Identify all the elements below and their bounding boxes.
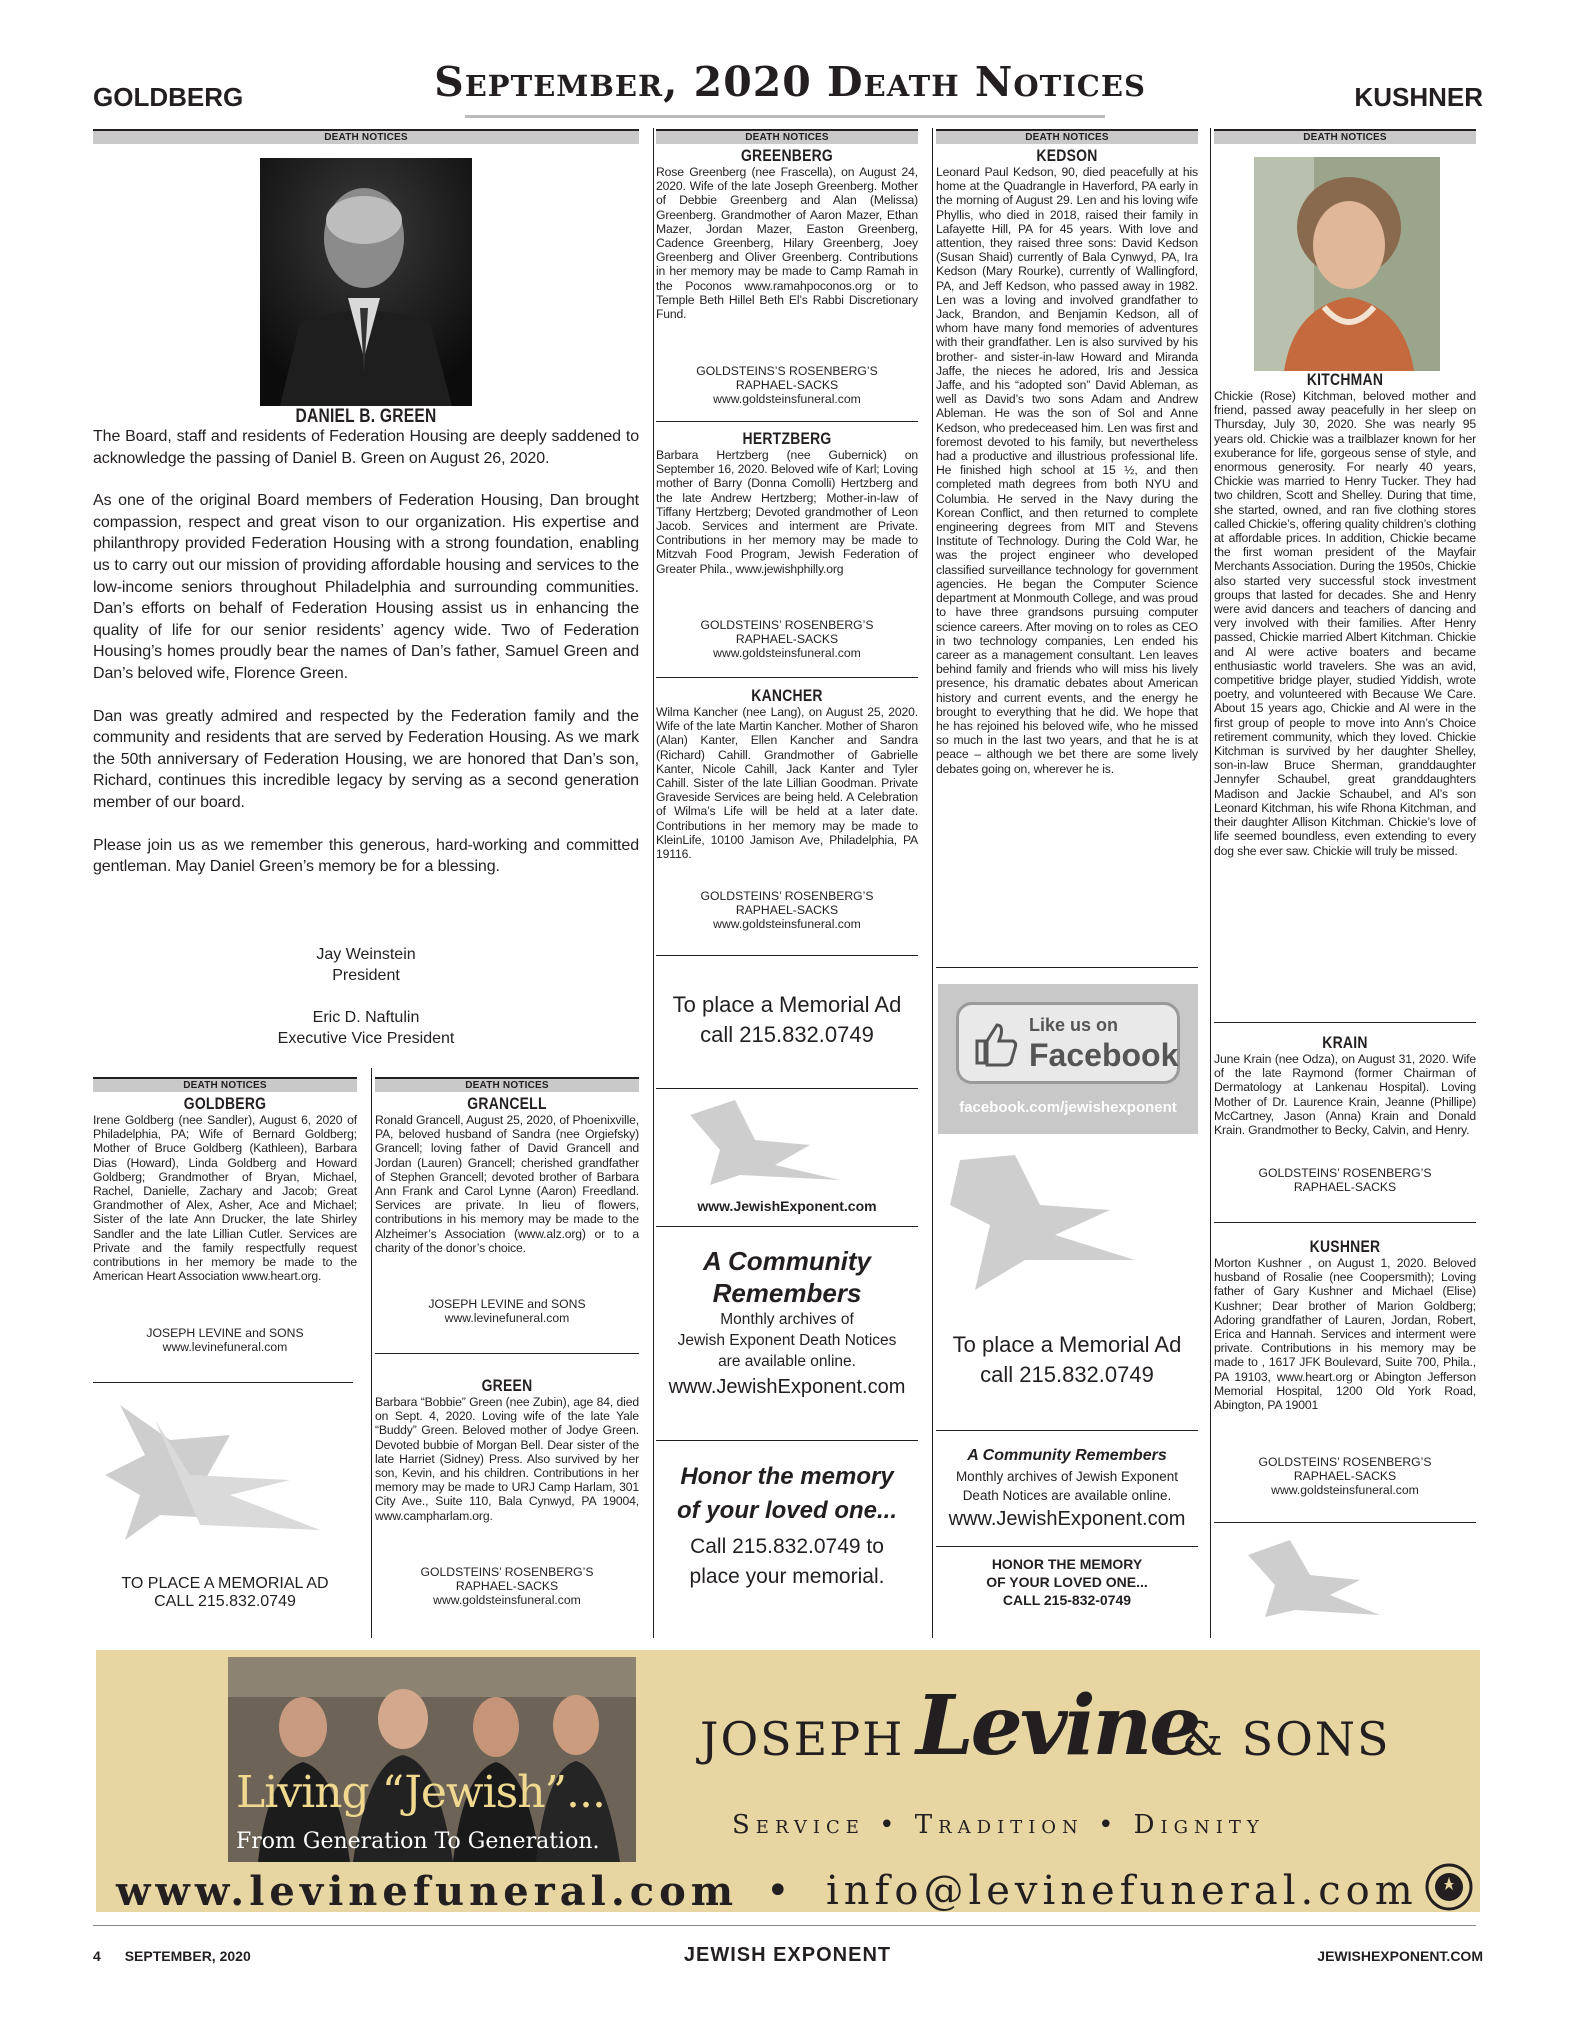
funeral-home xyxy=(1214,1166,1476,1194)
funeral-home xyxy=(656,618,918,661)
levine-slogan: Living “Jewish”... xyxy=(236,1767,605,1818)
page-number: 4 xyxy=(93,1948,101,1964)
funeral-directors-seal-icon xyxy=(1424,1862,1474,1912)
levine-brand-pre: JOSEPH xyxy=(700,1712,905,1766)
ad-body: Jewish Exponent Death Notices xyxy=(677,1332,897,1349)
daniel-green-body xyxy=(93,426,639,899)
facebook-ad-brand: Facebook xyxy=(1029,1037,1179,1073)
funeral-home-line: RAPHAEL-SACKS xyxy=(1293,1469,1397,1484)
memorial-ad-phone: call 215.832.0749 xyxy=(980,1362,1154,1387)
section-label: DEATH NOTICES xyxy=(936,129,1198,144)
funeral-home xyxy=(375,1565,639,1608)
notice-name: GRANCELL xyxy=(467,1094,547,1113)
section-label: DEATH NOTICES xyxy=(93,129,639,144)
funeral-home-line: GOLDSTEINS’S ROSENBERG’S xyxy=(696,364,878,378)
thumbs-up-icon xyxy=(973,1021,1019,1067)
hertzberg-text: Barbara Hertzberg (nee Gubernick) on September 16, 2020. Beloved wife of Karl; Loving mother of Barry (Donna Comolli) Hertzberg and the late Andrew Hertzberg; Mother-in-law of Tiffany Hertzberg; Devoted grandmother of Leon Jacob. Services and interment are Private. Contributions in her memory may be made to Mitzvah Food Program, Jewish Federation of Greater Phila., www.jewishphilly.org xyxy=(656,448,918,576)
title-rule xyxy=(465,115,1105,118)
notice-name: GREEN xyxy=(481,1376,533,1395)
paragraph: As one of the original Board members of Federation Housing, Dan brought compassion, respect and great vison to our organization. His expertise and philanthropy provided Federation Housing with a strong foundation, enabling us to carry out our mission of providing affordable housing and services to the low-income seniors throughout Philadelphia and surrounding communities. Dan’s efforts on behalf of Federation Housing assist us in enhancing the quality of life for our senior residents’ agency wide. Two of Federation Housing’s homes proudly bear the names of Dan’s father, Samuel Green and Dan’s beloved wife, Florence Green. xyxy=(93,492,639,682)
notice-name: HERTZBERG xyxy=(742,429,832,448)
notice-name: GOLDBERG xyxy=(183,1094,267,1113)
community-remembers-ad[interactable] xyxy=(936,1445,1198,1533)
memorial-ad-line: To place a Memorial Ad xyxy=(672,992,902,1017)
footer-publication: JEWISH EXPONENT xyxy=(683,1944,892,1966)
levine-brand-post: & SONS xyxy=(1182,1712,1391,1766)
funeral-home-line: GOLDSTEINS’ ROSENBERG’S xyxy=(700,889,874,903)
divider xyxy=(936,1430,1198,1431)
honor-memory-caps-ad[interactable] xyxy=(936,1555,1198,1609)
memorial-ad-caps[interactable] xyxy=(93,1575,357,1611)
funeral-home-line: GOLDSTEINS’ ROSENBERG’S xyxy=(1258,1166,1432,1180)
daniel-green-photo xyxy=(260,158,472,406)
notice-name: DANIEL B. GREEN xyxy=(295,406,437,427)
jewishexponent-link[interactable]: www.JewishExponent.com xyxy=(697,1198,877,1214)
grancell-text: Ronald Grancell, August 25, 2020, of Phoenixville, PA, beloved husband of Sandra (nee Orgiefsky) Grancell; loving father of David Grancell and Jordan (Lauren) Grancell; cherished grandfather of Stephen Grancell; devoted brother of Barbara Ann Frank and Carol Lynne (Aaron) Freedland. Services are private. In lieu of flowers, contributions in his memory may be made to the Alzheimer’s Association (www.alz.org) or to a charity of the donor’s choice. xyxy=(375,1113,639,1255)
divider xyxy=(93,1382,353,1383)
funeral-home xyxy=(656,364,918,407)
ad-body: Monthly archives of Jewish Exponent xyxy=(955,1469,1179,1484)
section-label: DEATH NOTICES xyxy=(375,1077,639,1092)
memorial-ad-line: To place a Memorial Ad xyxy=(952,1332,1182,1357)
signatory-name: Eric D. Naftulin xyxy=(312,1009,420,1026)
paragraph: The Board, staff and residents of Federation Housing are deeply saddened to acknowledge the passing of Daniel B. Green on August 26, 2020. xyxy=(93,428,639,467)
column-rule xyxy=(653,128,654,1638)
divider xyxy=(656,677,918,678)
community-remembers-ad[interactable] xyxy=(656,1245,918,1402)
signatory-title: Executive Vice President xyxy=(277,1030,455,1047)
funeral-home-url: www.levinefuneral.com xyxy=(162,1340,288,1355)
kancher-text: Wilma Kancher (nee Lang), on August 25, 2020. Wife of the late Martin Kancher. Mother of Sharon (Alan) Kanter, Ellen Kancher and Sandra (Richard) Cahill. Grandmother of Gabrielle Kanter, Nicole Cahill, Jack Kanter and Tyler Cahill. Sister of the late Lillian Goodman. Private Graveside Services are being held. A Celebration of Wilma’s Life will be held at a later date. Contributions in her memory may be made to KleinLife, 10100 Jamison Ave, Philadelphia, PA 19116. xyxy=(656,705,918,862)
ad-title: Honor the memory xyxy=(680,1463,894,1490)
greenberg-text: Rose Greenberg (nee Frascella), on August 24, 2020. Wife of the late Joseph Greenberg. Mother of Debbie Greenberg and Alan (Melissa) Greenberg. Grandmother of Aaron Mazer, Ethan Mazer, Jordan Mazer, Easton Greenberg, Cadence Greenberg, Hilary Greenberg, Joey Greenberg and Oliver Greenberg. Contributions in her memory may be made to Camp Ramah in the Poconos www.ramahpoconos.org or to Temple Beth Hillel Beth El’s Rabbi Discretionary Fund. xyxy=(656,165,918,322)
kitchman-photo xyxy=(1254,157,1440,371)
facebook-ad-line: Like us on xyxy=(1029,1015,1119,1035)
star-of-david-graphic xyxy=(100,1400,350,1550)
ad-title: Remembers xyxy=(712,1278,862,1308)
funeral-home xyxy=(1214,1455,1476,1498)
krain-text: June Krain (nee Odza), on August 31, 2020. Wife of the late Raymond (former Chairman of Dermatology at Lankenau Hospital). Loving Mother of Dr. Laurence Krain, Jeanne (Phillipe) McCartney, Jason (Anna) Krain and Donald Krain. Grandmother to Becky, Calvin, and Henry. xyxy=(1214,1052,1476,1138)
footer-date: SEPTEMBER, 2020 xyxy=(124,1948,251,1964)
paragraph: Please join us as we remember this generous, hard-working and committed gentleman. May Daniel Green’s memory be for a blessing. xyxy=(93,836,639,876)
column-rule xyxy=(932,128,933,1638)
levine-funeral-ad[interactable] xyxy=(96,1650,1480,1915)
funeral-home-line: GOLDSTEINS’ ROSENBERG’S xyxy=(420,1565,594,1579)
kitchman-text: Chickie (Rose) Kitchman, beloved mother and friend, passed away peacefully in her sleep on Thursday, July 30, 2020. She was nearly 95 years old. Chickie was a trailblazer known for her exuberance for life, gorgeous sense of style, and enormous generosity. For nearly 40 years, Chickie was married to Henry Tucker. They had two children, Scott and Shelley. During that time, she started, owned, and ran five clothing stores called Chickie’s, offering quality children’s clothing at affordable prices. In addition, Chickie became the first woman president of the Mayfair Merchants Association. During the 1950s, Chickie also started very successful stock investment groups that lasted for decades. She and Henry were avid dancers and teachers of dancing and very involved with their families. After Henry passed, Chickie married Albert Kitchman. Chickie and Al were active boaters and became enthusiastic world travelers. She was an avid, competitive bridge player, studied Yiddish, wrote poetry, and volunteered with Because We Care. About 15 years ago, Chickie and Al were in the first group of people to move into Ann’s Choice retirement community, which they loved. Chickie Kitchman is survived by her daughter Shelley, son-in-law Bruce Sherman, granddaughter Jennyfer Schaubel, great granddaughters Madison and Jackie Schaubel, and Al’s son Leonard Kitchman, his wife Rhona Kitchman, and their daughter Allison Kitchman. Chickie’s love of life seemed boundless, even extending to every dog she ever saw. Chickie will truly be missed. xyxy=(1214,389,1476,858)
divider xyxy=(1214,1022,1476,1023)
section-label: DEATH NOTICES xyxy=(1214,129,1476,144)
memorial-ad-line: TO PLACE A MEMORIAL AD xyxy=(121,1575,329,1592)
ad-body: Call 215.832.0749 to xyxy=(690,1535,884,1558)
star-of-david-graphic xyxy=(1240,1535,1460,1620)
header-left-name: GOLDBERG xyxy=(93,82,244,112)
divider xyxy=(936,1546,1198,1547)
paragraph: Dan was greatly admired and respected by the Federation family and the community and residents that are served by Federation Housing. As we mark the 50th anniversary of Federation Housing, we are honored that Dan’s son, Richard, continues this incredible legacy by serving as a second generation member of our board. xyxy=(93,707,639,811)
funeral-home-url: www.goldsteinsfuneral.com xyxy=(713,392,861,407)
divider xyxy=(656,1088,918,1089)
levine-separator: • xyxy=(766,1868,790,1914)
goldberg-text: Irene Goldberg (nee Sandler), August 6, 2020 of Philadelphia, PA; Wife of Bernard Goldberg; Mother of Bruce Goldberg (Kathleen), Barbara Dias (Howard), Linda Goldberg and Howard Goldberg; Grandmother of Bryan, Michael, Rachel, Danielle, Zachary and Jacob; Great Grandmother of Alex, Asher, Ace and Michael; Sister of the late Ann Drucker, the late Shirley Sandler and the late Lillian Cutler. Services are Private and the family respectfully request contributions in her memory be made to the American Heart Association www.heart.org. xyxy=(93,1113,357,1284)
honor-memory-ad[interactable] xyxy=(656,1460,918,1592)
star-of-david-graphic xyxy=(680,1095,910,1185)
funeral-home xyxy=(375,1297,639,1325)
funeral-home-line: JOSEPH LEVINE and SONS xyxy=(146,1326,304,1340)
funeral-home-line: RAPHAEL-SACKS xyxy=(735,632,839,647)
funeral-home xyxy=(656,889,918,932)
divider xyxy=(656,421,918,422)
notice-name: KITCHMAN xyxy=(1306,370,1384,389)
signatory-title: President xyxy=(332,967,400,984)
divider xyxy=(936,967,1198,968)
ad-line: HONOR THE MEMORY xyxy=(991,1556,1143,1572)
funeral-home-url: www.goldsteinsfuneral.com xyxy=(713,646,861,661)
signatory-name: Jay Weinstein xyxy=(316,946,416,963)
green-barbara-text: Barbara “Bobbie” Green (nee Zubin), age 84, died on Sept. 4, 2020. Loving wife of the late Yale “Buddy” Green. Beloved mother of Jodye Green. Devoted bubbie of Morgan Bell. Dear sister of the late Harriet (Sidney) Press. Also survived by her son, Kevin, and his children. Contributions in her memory may be made to URJ Camp Harlam, 301 City Ave., Suite 110, Bala Cynwyd, PA 19004, www.campharlam.org. xyxy=(375,1395,639,1523)
section-label: DEATH NOTICES xyxy=(93,1077,357,1092)
levine-email[interactable]: info@levinefuneral.com xyxy=(826,1868,1418,1914)
funeral-home-url: www.goldsteinsfuneral.com xyxy=(1271,1483,1419,1498)
notice-name: GREENBERG xyxy=(740,146,834,165)
ad-title: A Community xyxy=(702,1246,872,1276)
funeral-home-line: JOSEPH LEVINE and SONS xyxy=(428,1297,586,1311)
funeral-home-url: www.goldsteinsfuneral.com xyxy=(433,1593,581,1608)
kedson-text: Leonard Paul Kedson, 90, died peacefully at his home at the Quadrangle in Haverford, PA early in the morning of August 29. Len and his loving wife Phyllis, who died in 2018, raised their family in Lafayette Hill, PA for 45 years. With love and attention, they raised three sons: David Kedson (Susan Shaid) currently of Bala Cynwyd, PA, Ira Kedson (Mary Rourke), currently of Wallingford, PA, and Jeff Kedson, who passed away in 1982. Len was a loving and involved grandfather to Jack, Brandon, and Benjamin Kedson, all of whom have many fond memories of adventures with their grandfather. Len is also survived by his brother- and sister-in-law Howard and Miranda Jaffe, the nieces he adored, Iris and Jessica Jaffe, and his “adopted son” David Ableman, as well as David’s two sons Adam and Andrew Ableman. He was the son of Sol and Anne Kedson, who predeceased him. Len was first and foremost devoted to his family, but nevertheless had a productive and illustrious professional life. He finished high school at 15 ½, and then completed math degrees from both NYU and Columbia. He served in the Navy during the Korean Conflict, and then returned to complete engineering degrees from MIT and Stevens Institute of Technology. During the Cold War, he was the project engineer who developed classified surveillance technology for government agencies. He began the Computer Science department at Monmouth College, and was proud to have three grandsons pursuing computer science careers. After moving on to roles as CEO in two technology companies, Len ended his career as a management consultant. Len leaves behind family and friends who will miss his lively presence, his dramatic debates about American history and current events, and the energy he brought to everything that he did. We hope that he has rejoined his beloved wife, who he missed so much in the last two years, and that he is at peace – although we bet there are some lively debates going on, wherever he is. xyxy=(936,165,1198,776)
levine-tagline: Service • Tradition • Dignity xyxy=(732,1810,1265,1840)
footer-website[interactable]: JEWISHEXPONENT.COM xyxy=(1317,1948,1483,1964)
levine-website[interactable]: www.levinefuneral.com xyxy=(116,1868,739,1915)
notice-name: KRAIN xyxy=(1322,1033,1368,1052)
section-label: DEATH NOTICES xyxy=(656,129,918,144)
footer-rule xyxy=(93,1925,1476,1926)
funeral-home-url: www.goldsteinsfuneral.com xyxy=(713,917,861,932)
ad-url: www.JewishExponent.com xyxy=(668,1376,906,1398)
ad-line: CALL 215-832-0749 xyxy=(1002,1592,1132,1608)
funeral-home-url: www.levinefuneral.com xyxy=(444,1311,570,1326)
ad-title: A Community Remembers xyxy=(967,1447,1167,1464)
notice-name: KUSHNER xyxy=(1309,1237,1381,1256)
divider xyxy=(1214,1522,1476,1523)
divider xyxy=(656,955,918,956)
notice-name: KEDSON xyxy=(1036,146,1098,165)
header-right-name: KUSHNER xyxy=(1354,82,1483,112)
ad-line: OF YOUR LOVED ONE... xyxy=(986,1574,1148,1590)
ad-url: www.JewishExponent.com xyxy=(948,1508,1186,1530)
memorial-ad[interactable] xyxy=(656,990,918,1050)
ad-body: place your memorial. xyxy=(689,1565,885,1588)
facebook-url: facebook.com/jewishexponent xyxy=(959,1099,1177,1116)
funeral-home-line: RAPHAEL-SACKS xyxy=(735,903,839,918)
funeral-home-line: RAPHAEL-SACKS xyxy=(455,1579,559,1594)
ad-body: are available online. xyxy=(718,1353,856,1370)
column-rule xyxy=(371,1068,372,1638)
ad-title: of your loved one... xyxy=(676,1497,898,1524)
ad-body: Death Notices are available online. xyxy=(962,1488,1172,1503)
notice-name: KANCHER xyxy=(751,686,823,705)
divider xyxy=(1214,1222,1476,1223)
kushner-text: Morton Kushner , on August 1, 2020. Beloved husband of Rosalie (nee Coopersmith); Loving father of Gary Kushner and Michael (Elise) Kushner; Dear brother of Marion Goldberg; Adoring grandfather of Lauren, Jordan, Robert, Erica and Hannah. Services and interment were private. Contributions in his memory may be made to , 1617 JFK Boulevard, Suite 700, Phila., PA 19103, www.heart.org or Abington Jefferson Memorial Hospital, 1200 Old York Road, Abington, PA 19001 xyxy=(1214,1256,1476,1413)
funeral-home xyxy=(93,1326,357,1354)
divider xyxy=(656,1226,918,1227)
facebook-ad[interactable] xyxy=(938,984,1198,1134)
funeral-home-line: RAPHAEL-SACKS xyxy=(1293,1180,1397,1195)
memorial-ad[interactable] xyxy=(936,1330,1198,1390)
funeral-home-line: GOLDSTEINS’ ROSENBERG’S xyxy=(1258,1455,1432,1469)
levine-slogan-sub: From Generation To Generation. xyxy=(236,1829,600,1854)
funeral-home-line: GOLDSTEINS’ ROSENBERG’S xyxy=(700,618,874,632)
memorial-ad-phone: call 215.832.0749 xyxy=(700,1022,874,1047)
divider xyxy=(656,1440,918,1441)
memorial-ad-phone: CALL 215.832.0749 xyxy=(154,1593,296,1610)
page-title: September, 2020 Death Notices xyxy=(434,58,1146,106)
ad-body: Monthly archives of xyxy=(720,1311,854,1328)
levine-brand-script: Levine xyxy=(916,1678,1199,1774)
signature-block xyxy=(93,944,639,1049)
funeral-home-line: RAPHAEL-SACKS xyxy=(735,378,839,393)
column-rule xyxy=(1210,128,1211,1638)
levine-family-photo xyxy=(228,1657,636,1862)
facebook-ad-box xyxy=(956,1002,1180,1084)
star-of-david-graphic xyxy=(945,1150,1195,1300)
divider xyxy=(375,1353,639,1354)
